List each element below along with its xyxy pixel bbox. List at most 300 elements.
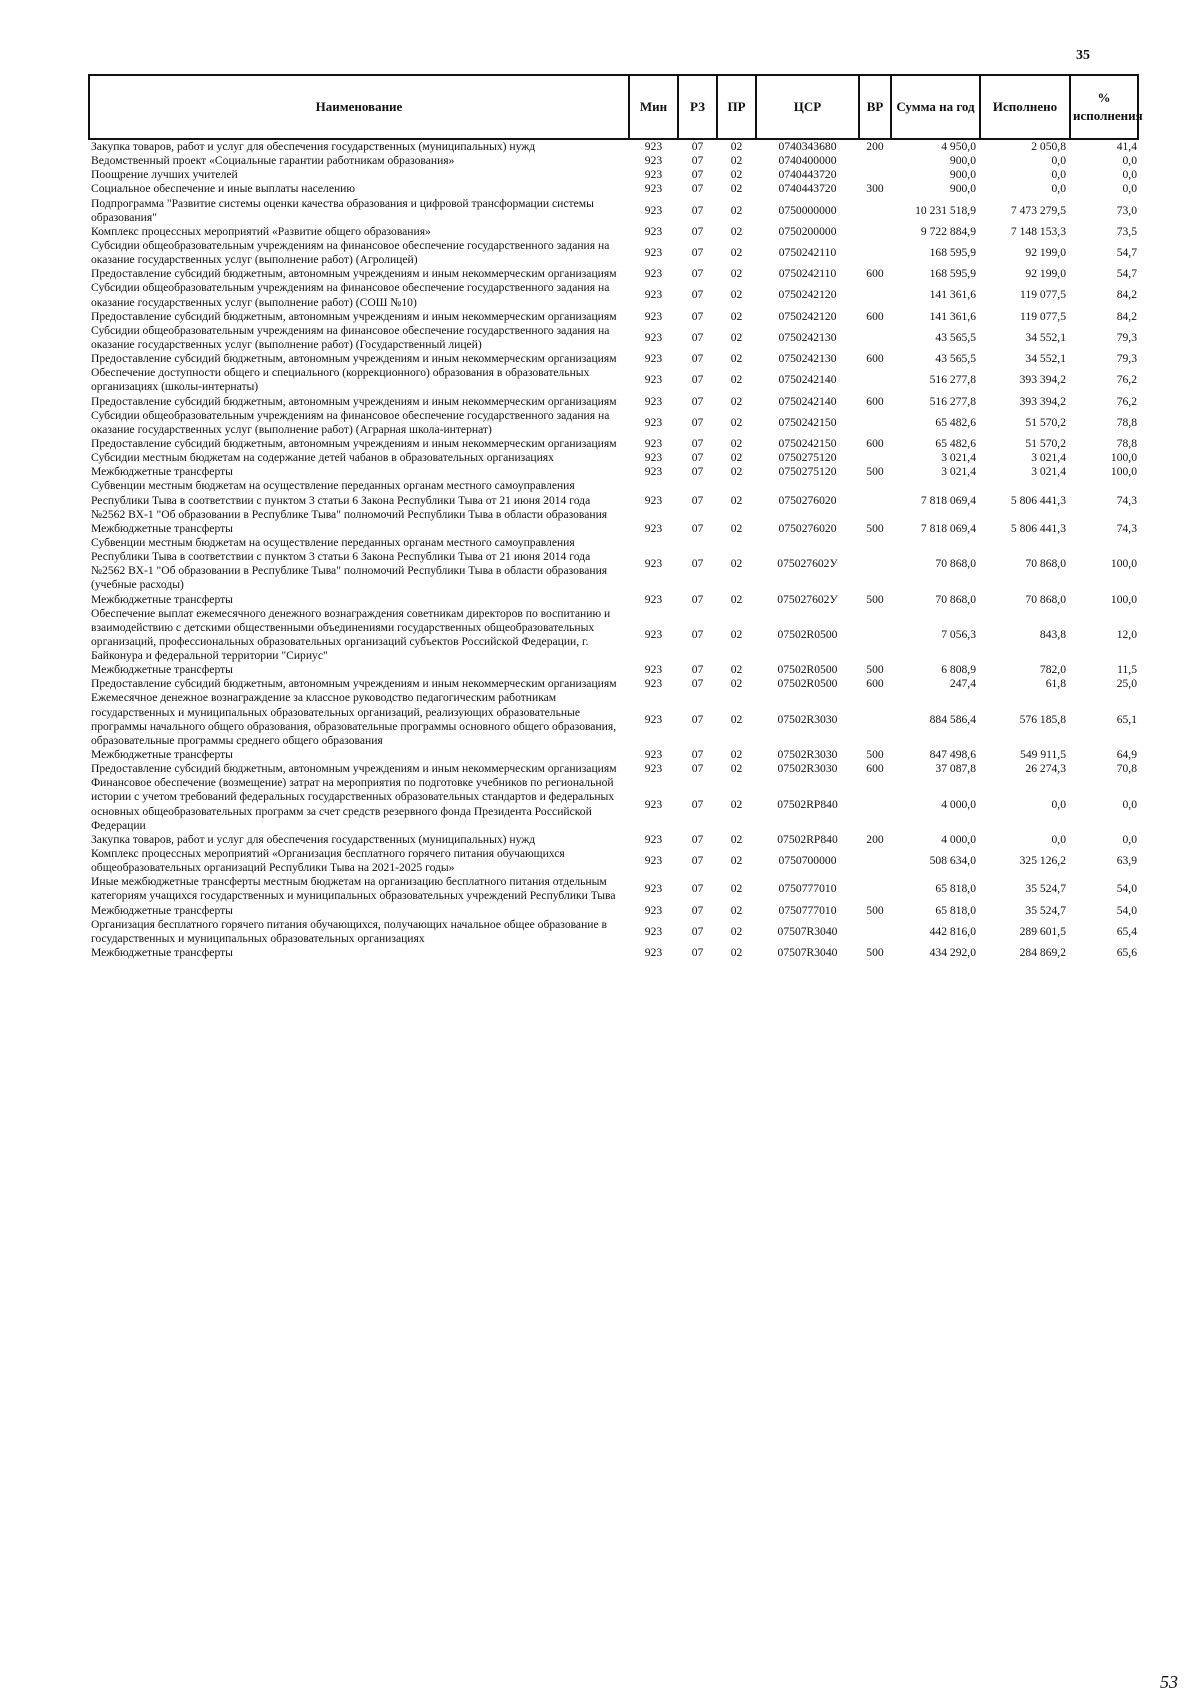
row-rz: 07	[691, 436, 704, 450]
row-sum: 141 361,6	[929, 309, 976, 323]
row-percent: 100,0	[1110, 592, 1137, 606]
row-pr: 02	[730, 154, 743, 168]
row-min: 923	[644, 493, 663, 507]
row-pr: 02	[730, 394, 743, 408]
row-pr: 02	[730, 762, 743, 776]
row-sum: 3 021,4	[941, 465, 976, 479]
table-row	[89, 225, 1138, 239]
row-min: 923	[644, 521, 663, 535]
row-sum: 3 021,4	[941, 451, 976, 465]
row-min: 923	[644, 797, 663, 811]
row-executed: 70 868,0	[1025, 557, 1066, 571]
row-name: Межбюджетные трансферты	[91, 521, 233, 535]
row-sum: 900,0	[949, 154, 976, 168]
row-csr: 0750242130	[778, 352, 837, 366]
row-rz: 07	[691, 154, 704, 168]
row-name: Предоставление субсидий бюджетным, автономным учреждениям и иным некоммерческим организациям	[91, 352, 617, 366]
row-sum: 10 231 518,9	[915, 203, 976, 217]
row-name: Обеспечение доступности общего и специального (коррекционного) образования в образовательных организациях (школы-интернаты)	[91, 366, 590, 394]
row-percent: 11,5	[1117, 663, 1137, 677]
row-pr: 02	[730, 627, 743, 641]
row-min: 923	[644, 832, 663, 846]
row-min: 923	[644, 330, 663, 344]
row-rz: 07	[691, 168, 704, 182]
row-percent: 41,4	[1116, 140, 1137, 153]
row-sum: 70 868,0	[935, 557, 976, 571]
row-min: 923	[644, 415, 663, 429]
row-vr: 600	[866, 762, 884, 776]
row-executed: 0,0	[1051, 182, 1066, 196]
row-name: Субвенции местным бюджетам на осуществление переданных органам местного самоуправления Республики Тыва в соответствии с пунктом 3 статьи 6 Закона Республики Тыва от 21 июня 2014 года №2562 ВХ-1 "Об образовании в Республике Тыва" полномочий Республики Тыва в области образования	[91, 479, 608, 521]
table-row	[89, 409, 1138, 437]
row-sum: 247,4	[949, 677, 976, 691]
row-pr: 02	[730, 663, 743, 677]
row-vr: 500	[866, 465, 884, 479]
table-row	[89, 197, 1138, 225]
row-percent: 0,0	[1122, 797, 1137, 811]
row-name: Социальное обеспечение и иные выплаты населению	[91, 182, 356, 196]
row-rz: 07	[691, 246, 704, 260]
row-min: 923	[644, 246, 663, 260]
row-rz: 07	[691, 946, 704, 960]
row-percent: 84,2	[1116, 288, 1137, 302]
row-csr: 07502R0500	[777, 677, 838, 691]
row-rz: 07	[691, 288, 704, 302]
row-vr	[859, 607, 891, 664]
row-min: 923	[644, 946, 663, 960]
row-executed: 119 077,5	[1020, 309, 1066, 323]
row-name: Предоставление субсидий бюджетным, автономным учреждениям и иным некоммерческим организациям	[91, 267, 617, 281]
table-row	[89, 663, 1138, 677]
row-executed: 26 274,3	[1025, 762, 1066, 776]
row-sum: 900,0	[949, 168, 976, 182]
row-executed: 51 570,2	[1025, 415, 1066, 429]
row-pr: 02	[730, 854, 743, 868]
row-vr: 500	[866, 592, 884, 606]
row-sum: 70 868,0	[935, 592, 976, 606]
table-row	[89, 776, 1138, 833]
row-csr: 0740343680	[778, 140, 837, 153]
row-sum: 516 277,8	[929, 373, 976, 387]
table-row	[89, 168, 1138, 182]
row-csr: 0740400000	[778, 154, 837, 168]
row-rz: 07	[691, 182, 704, 196]
row-percent: 79,3	[1116, 330, 1137, 344]
row-min: 923	[644, 663, 663, 677]
row-sum: 65 482,6	[935, 436, 976, 450]
row-min: 923	[644, 267, 663, 281]
table-row	[89, 352, 1138, 366]
header-name: Наименование	[89, 75, 629, 139]
row-sum: 168 595,9	[929, 267, 976, 281]
row-executed: 2 050,8	[1031, 140, 1066, 153]
row-executed: 119 077,5	[1020, 288, 1066, 302]
budget-table	[88, 74, 1143, 960]
row-pr: 02	[730, 182, 743, 196]
row-pr: 02	[730, 924, 743, 938]
row-name: Предоставление субсидий бюджетным, автономным учреждениям и иным некоммерческим организациям	[91, 436, 617, 450]
row-csr: 07502RP840	[777, 797, 838, 811]
row-sum: 7 818 069,4	[920, 521, 976, 535]
row-pr: 02	[730, 903, 743, 917]
row-name: Поощрение лучших учителей	[91, 168, 238, 182]
row-csr: 0750276020	[778, 493, 837, 507]
row-sum: 4 950,0	[941, 140, 976, 153]
row-vr	[859, 225, 891, 239]
row-executed: 289 601,5	[1019, 924, 1066, 938]
row-csr: 0740443720	[778, 168, 837, 182]
row-vr: 600	[866, 394, 884, 408]
row-name: Предоставление субсидий бюджетным, автономным учреждениям и иным некоммерческим организациям	[91, 309, 617, 323]
table-row	[89, 904, 1138, 918]
row-pr: 02	[730, 465, 743, 479]
row-percent: 63,9	[1116, 854, 1137, 868]
table-row	[89, 182, 1138, 196]
row-percent: 84,2	[1116, 309, 1137, 323]
table-row	[89, 762, 1138, 776]
row-pr: 02	[730, 882, 743, 896]
row-min: 923	[644, 394, 663, 408]
page-number: 35	[1076, 48, 1090, 63]
row-name: Субсидии общеобразовательным учреждениям на финансовое обеспечение государственного задания на оказание государственных услуг (выполнение работ) (СОШ №10)	[91, 281, 610, 309]
row-name: Субсидии общеобразовательным учреждениям на финансовое обеспечение государственного задания на оказание государственных услуг (выполнение работ) (Государственный лицей)	[91, 323, 610, 351]
row-rz: 07	[691, 373, 704, 387]
row-percent: 54,7	[1116, 267, 1137, 281]
row-rz: 07	[691, 832, 704, 846]
row-vr: 200	[866, 832, 884, 846]
row-pr: 02	[730, 493, 743, 507]
row-vr: 200	[866, 140, 884, 153]
row-vr	[859, 154, 891, 168]
row-executed: 782,0	[1039, 663, 1066, 677]
row-name: Субвенции местным бюджетам на осуществление переданных органам местного самоуправления Республики Тыва в соответствии с пунктом 3 статьи 6 Закона Республики Тыва от 21 июня 2014 года №2562 ВХ-1 "Об образовании в Республике Тыва" полномочий Республики Тыва в области образования (учебные расходы)	[91, 535, 608, 592]
row-executed: 3 021,4	[1031, 465, 1066, 479]
row-csr: 0750276020	[778, 521, 837, 535]
row-rz: 07	[691, 330, 704, 344]
row-vr	[859, 875, 891, 903]
row-csr: 0750242120	[778, 288, 837, 302]
row-name: Предоставление субсидий бюджетным, автономным учреждениям и иным некоммерческим организациям	[91, 394, 617, 408]
row-rz: 07	[691, 797, 704, 811]
row-min: 923	[644, 182, 663, 196]
row-csr: 07502R3030	[777, 748, 838, 762]
row-csr: 07507R3040	[777, 924, 838, 938]
row-vr	[859, 324, 891, 352]
row-pr: 02	[730, 352, 743, 366]
row-percent: 65,1	[1116, 712, 1137, 726]
row-min: 923	[644, 762, 663, 776]
row-min: 923	[644, 748, 663, 762]
table-row	[89, 833, 1138, 847]
row-executed: 70 868,0	[1025, 592, 1066, 606]
row-name: Закупка товаров, работ и услуг для обеспечения государственных (муниципальных) нужд	[91, 832, 536, 846]
row-executed: 34 552,1	[1025, 330, 1066, 344]
row-csr: 0750242140	[778, 394, 837, 408]
row-percent: 12,0	[1116, 627, 1137, 641]
row-csr: 07502RP840	[777, 832, 838, 846]
row-vr: 500	[866, 748, 884, 762]
row-rz: 07	[691, 493, 704, 507]
row-percent: 100,0	[1110, 557, 1137, 571]
row-rz: 07	[691, 882, 704, 896]
table-row	[89, 691, 1138, 748]
row-executed: 51 570,2	[1025, 436, 1066, 450]
row-percent: 54,0	[1116, 903, 1137, 917]
row-vr	[859, 366, 891, 394]
row-vr	[859, 197, 891, 225]
row-name: Межбюджетные трансферты	[91, 903, 233, 917]
row-rz: 07	[691, 451, 704, 465]
row-pr: 02	[730, 797, 743, 811]
row-min: 923	[644, 203, 663, 217]
row-rz: 07	[691, 712, 704, 726]
table-row	[89, 607, 1138, 664]
row-csr: 0750242140	[778, 373, 837, 387]
row-executed: 7 473 279,5	[1010, 203, 1066, 217]
row-executed: 393 394,2	[1019, 394, 1066, 408]
row-sum: 884 586,4	[929, 712, 976, 726]
row-executed: 843,8	[1039, 627, 1066, 641]
row-percent: 78,8	[1116, 436, 1137, 450]
row-executed: 0,0	[1051, 168, 1066, 182]
row-executed: 0,0	[1051, 832, 1066, 846]
row-percent: 78,8	[1116, 415, 1137, 429]
row-min: 923	[644, 288, 663, 302]
table-body	[89, 139, 1138, 960]
row-csr: 0750275120	[778, 451, 837, 465]
row-csr: 07502R3030	[777, 712, 838, 726]
row-sum: 65 818,0	[935, 903, 976, 917]
row-min: 923	[644, 627, 663, 641]
row-vr: 300	[866, 182, 884, 196]
row-csr: 0750777010	[778, 882, 837, 896]
row-rz: 07	[691, 140, 704, 153]
row-pr: 02	[730, 832, 743, 846]
row-percent: 74,3	[1116, 521, 1137, 535]
row-rz: 07	[691, 415, 704, 429]
row-sum: 434 292,0	[929, 946, 976, 960]
row-min: 923	[644, 712, 663, 726]
row-percent: 76,2	[1116, 394, 1137, 408]
row-name: Субсидии общеобразовательным учреждениям на финансовое обеспечение государственного задания на оказание государственных услуг (выполнение работ) (Агролицей)	[91, 238, 610, 267]
row-csr: 0750242120	[778, 309, 837, 323]
row-percent: 0,0	[1122, 182, 1137, 196]
row-name: Комплекс процессных мероприятий «Организация бесплатного горячего питания обучающихся общеобразовательных организаций Республики Тыва на 2021-2025 годы»	[91, 847, 565, 875]
table-row	[89, 239, 1138, 267]
row-rz: 07	[691, 394, 704, 408]
row-percent: 0,0	[1122, 154, 1137, 168]
row-name: Иные межбюджетные трансферты местным бюджетам на организацию бесплатного питания отдельным категориям учащихся государственных и муниципальных образовательных учреждений Республики Тыва	[91, 875, 616, 903]
row-csr: 07507R3040	[777, 946, 838, 960]
row-min: 923	[644, 854, 663, 868]
table-row	[89, 324, 1138, 352]
row-vr: 600	[866, 677, 884, 691]
row-sum: 4 000,0	[941, 797, 976, 811]
row-rz: 07	[691, 854, 704, 868]
row-percent: 65,4	[1116, 924, 1137, 938]
row-csr: 0750200000	[778, 224, 837, 238]
row-rz: 07	[691, 224, 704, 238]
row-pr: 02	[730, 309, 743, 323]
row-csr: 0750777010	[778, 903, 837, 917]
row-min: 923	[644, 224, 663, 238]
row-vr	[859, 918, 891, 946]
row-sum: 508 634,0	[929, 854, 976, 868]
row-vr: 500	[866, 903, 884, 917]
row-csr: 07502R3030	[777, 762, 838, 776]
row-pr: 02	[730, 557, 743, 571]
row-rz: 07	[691, 309, 704, 323]
row-name: Субсидии местным бюджетам на содержание детей чабанов в образовательных организациях	[91, 451, 554, 465]
row-executed: 393 394,2	[1019, 373, 1066, 387]
row-vr: 500	[866, 521, 884, 535]
row-executed: 35 524,7	[1025, 903, 1066, 917]
row-csr: 0740443720	[778, 182, 837, 196]
row-rz: 07	[691, 748, 704, 762]
table-row	[89, 677, 1138, 691]
row-sum: 6 808,9	[941, 663, 976, 677]
row-percent: 25,0	[1116, 677, 1137, 691]
row-csr: 0750242110	[778, 246, 837, 260]
row-pr: 02	[730, 203, 743, 217]
row-csr: 0750242150	[778, 415, 837, 429]
row-pr: 02	[730, 677, 743, 691]
row-percent: 54,7	[1116, 246, 1137, 260]
row-vr: 600	[866, 309, 884, 323]
row-name: Межбюджетные трансферты	[91, 592, 233, 606]
row-vr	[859, 691, 891, 748]
row-min: 923	[644, 882, 663, 896]
header-pr: ПР	[717, 75, 756, 139]
table-row	[89, 451, 1138, 465]
row-rz: 07	[691, 557, 704, 571]
row-min: 923	[644, 924, 663, 938]
row-percent: 100,0	[1110, 451, 1137, 465]
table-row	[89, 946, 1138, 960]
table-row	[89, 465, 1138, 479]
row-name: Межбюджетные трансферты	[91, 663, 233, 677]
row-name: Закупка товаров, работ и услуг для обеспечения государственных (муниципальных) нужд	[91, 140, 536, 153]
row-min: 923	[644, 352, 663, 366]
header-vr: ВР	[859, 75, 891, 139]
row-pr: 02	[730, 946, 743, 960]
row-percent: 64,9	[1116, 748, 1137, 762]
row-vr: 500	[866, 946, 884, 960]
header-min: Мин	[629, 75, 678, 139]
row-sum: 900,0	[949, 182, 976, 196]
header-executed: Исполнено	[980, 75, 1070, 139]
row-rz: 07	[691, 677, 704, 691]
row-vr: 500	[866, 663, 884, 677]
row-csr: 07502R0500	[777, 663, 838, 677]
row-vr	[859, 239, 891, 267]
table-row	[89, 267, 1138, 281]
row-min: 923	[644, 436, 663, 450]
table-row	[89, 536, 1138, 593]
row-sum: 168 595,9	[929, 246, 976, 260]
row-sum: 37 087,8	[935, 762, 976, 776]
row-executed: 0,0	[1051, 154, 1066, 168]
row-min: 923	[644, 903, 663, 917]
row-sum: 65 482,6	[935, 415, 976, 429]
row-csr: 0750700000	[778, 854, 837, 868]
row-percent: 0,0	[1122, 832, 1137, 846]
row-sum: 141 361,6	[929, 288, 976, 302]
row-pr: 02	[730, 288, 743, 302]
row-pr: 02	[730, 246, 743, 260]
row-pr: 02	[730, 451, 743, 465]
row-vr	[859, 168, 891, 182]
header-csr: ЦСР	[756, 75, 859, 139]
row-executed: 92 199,0	[1025, 246, 1066, 260]
row-vr: 600	[866, 436, 884, 450]
row-percent: 73,5	[1116, 224, 1137, 238]
row-rz: 07	[691, 521, 704, 535]
header-rz: РЗ	[678, 75, 717, 139]
row-percent: 73,0	[1116, 203, 1137, 217]
row-name: Межбюджетные трансферты	[91, 748, 233, 762]
row-rz: 07	[691, 203, 704, 217]
table-row	[89, 593, 1138, 607]
row-executed: 61,8	[1045, 677, 1066, 691]
row-sum: 516 277,8	[929, 394, 976, 408]
row-executed: 0,0	[1051, 797, 1066, 811]
row-min: 923	[644, 154, 663, 168]
table-row	[89, 366, 1138, 394]
row-name: Предоставление субсидий бюджетным, автономным учреждениям и иным некоммерческим организациям	[91, 762, 617, 776]
table-row	[89, 395, 1138, 409]
row-rz: 07	[691, 627, 704, 641]
row-name: Субсидии общеобразовательным учреждениям на финансовое обеспечение государственного задания на оказание государственных услуг (выполнение работ) (Аграрная школа-интернат)	[91, 408, 610, 436]
row-name: Предоставление субсидий бюджетным, автономным учреждениям и иным некоммерческим организациям	[91, 677, 617, 691]
row-name: Межбюджетные трансферты	[91, 465, 233, 479]
row-name: Ежемесячное денежное вознаграждение за классное руководство педагогическим работникам государственных и муниципальных образовательных организаций, реализующих образовательные программы начального общего образования, образовательные программы основного общего образования, образовательные программы среднего общего образования	[91, 691, 617, 747]
row-min: 923	[644, 557, 663, 571]
row-rz: 07	[691, 903, 704, 917]
row-percent: 79,3	[1116, 352, 1137, 366]
row-executed: 7 148 153,3	[1010, 224, 1066, 238]
row-sum: 4 000,0	[941, 832, 976, 846]
table-row	[89, 281, 1138, 309]
row-executed: 5 806 441,3	[1010, 521, 1066, 535]
row-csr: 075027602У	[777, 592, 838, 606]
row-vr: 600	[866, 267, 884, 281]
row-min: 923	[644, 309, 663, 323]
table-header	[89, 75, 1143, 139]
row-rz: 07	[691, 352, 704, 366]
row-csr: 0750275120	[778, 465, 837, 479]
row-rz: 07	[691, 267, 704, 281]
row-vr	[859, 847, 891, 875]
row-pr: 02	[730, 521, 743, 535]
row-executed: 284 869,2	[1019, 946, 1066, 960]
row-sum: 7 056,3	[941, 627, 976, 641]
table-row	[89, 748, 1138, 762]
row-pr: 02	[730, 415, 743, 429]
header-percent: % исполнения	[1070, 75, 1138, 139]
row-vr	[859, 776, 891, 833]
row-executed: 549 911,5	[1020, 748, 1066, 762]
row-rz: 07	[691, 592, 704, 606]
row-name: Подпрограмма "Развитие системы оценки качества образования и цифровой трансформации системы образования"	[91, 196, 594, 224]
row-name: Межбюджетные трансферты	[91, 946, 233, 960]
table-row	[89, 437, 1138, 451]
row-vr	[859, 409, 891, 437]
row-vr	[859, 536, 891, 593]
row-sum: 9 722 884,9	[920, 224, 976, 238]
row-rz: 07	[691, 465, 704, 479]
row-rz: 07	[691, 924, 704, 938]
